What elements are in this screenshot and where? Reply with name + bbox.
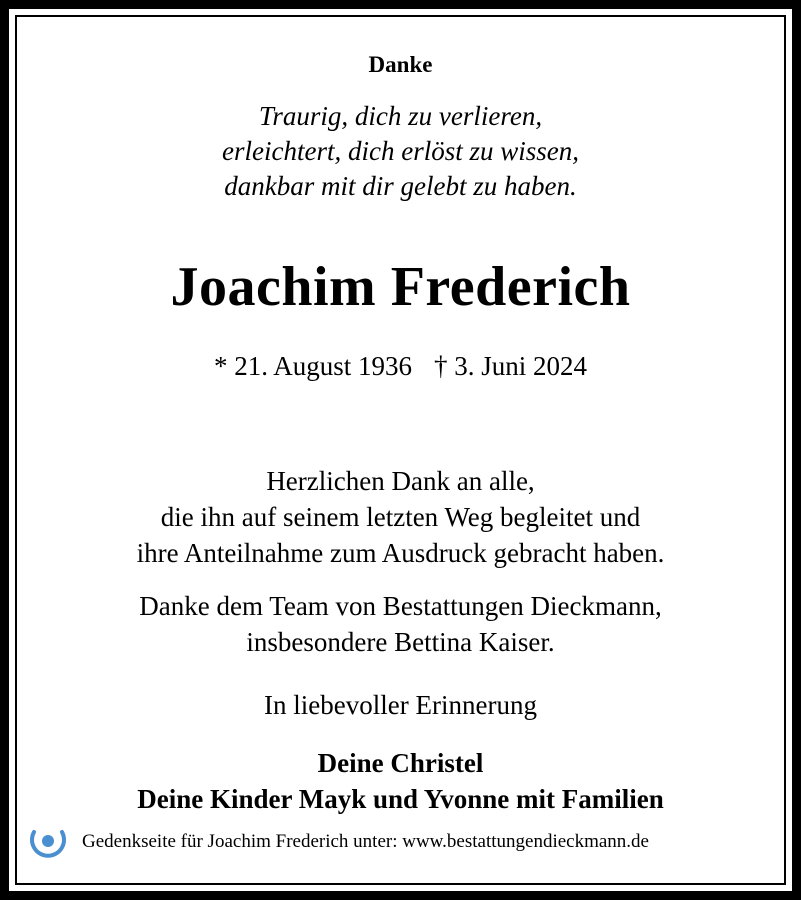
team-thanks-line: insbesondere Bettina Kaiser. xyxy=(246,627,555,657)
life-dates xyxy=(17,349,784,383)
team-thanks-line: Danke dem Team von Bestattungen Dieckmann, xyxy=(139,591,662,621)
verse-line: erleichtert, dich erlöst zu wissen, xyxy=(222,136,579,166)
signer-line: Deine Christel xyxy=(317,748,484,778)
memorial-page-link[interactable]: Gedenkseite für Joachim Frederich unter: www.bestattungendieckmann.de xyxy=(82,831,649,852)
signers xyxy=(17,745,784,817)
thanks-line: ihre Anteilnahme zum Ausdruck gebracht haben. xyxy=(136,538,665,568)
signer-line: Deine Kinder Mayk und Yvonne mit Familien xyxy=(137,784,664,814)
thanks-line: die ihn auf seinem letzten Weg begleitet und xyxy=(160,502,641,532)
thanks-line: Herzlichen Dank an alle, xyxy=(266,466,535,496)
memory-line: In liebevoller Erinnerung xyxy=(264,690,537,720)
memorial-logo-icon xyxy=(28,822,68,862)
verse-line: Traurig, dich zu verlieren, xyxy=(258,101,543,131)
thanks-paragraph xyxy=(17,463,784,571)
deceased-name: Joachim Frederich xyxy=(170,256,631,318)
memorial-footer[interactable] xyxy=(28,822,768,862)
verse xyxy=(17,99,784,204)
verse-line: dankbar mit dir gelebt zu haben. xyxy=(224,171,577,201)
birth-date: * 21. August 1936 xyxy=(213,351,412,381)
notice-heading: Danke xyxy=(368,52,433,77)
death-date: † 3. Juni 2024 xyxy=(434,351,588,381)
team-thanks-paragraph xyxy=(17,588,784,660)
